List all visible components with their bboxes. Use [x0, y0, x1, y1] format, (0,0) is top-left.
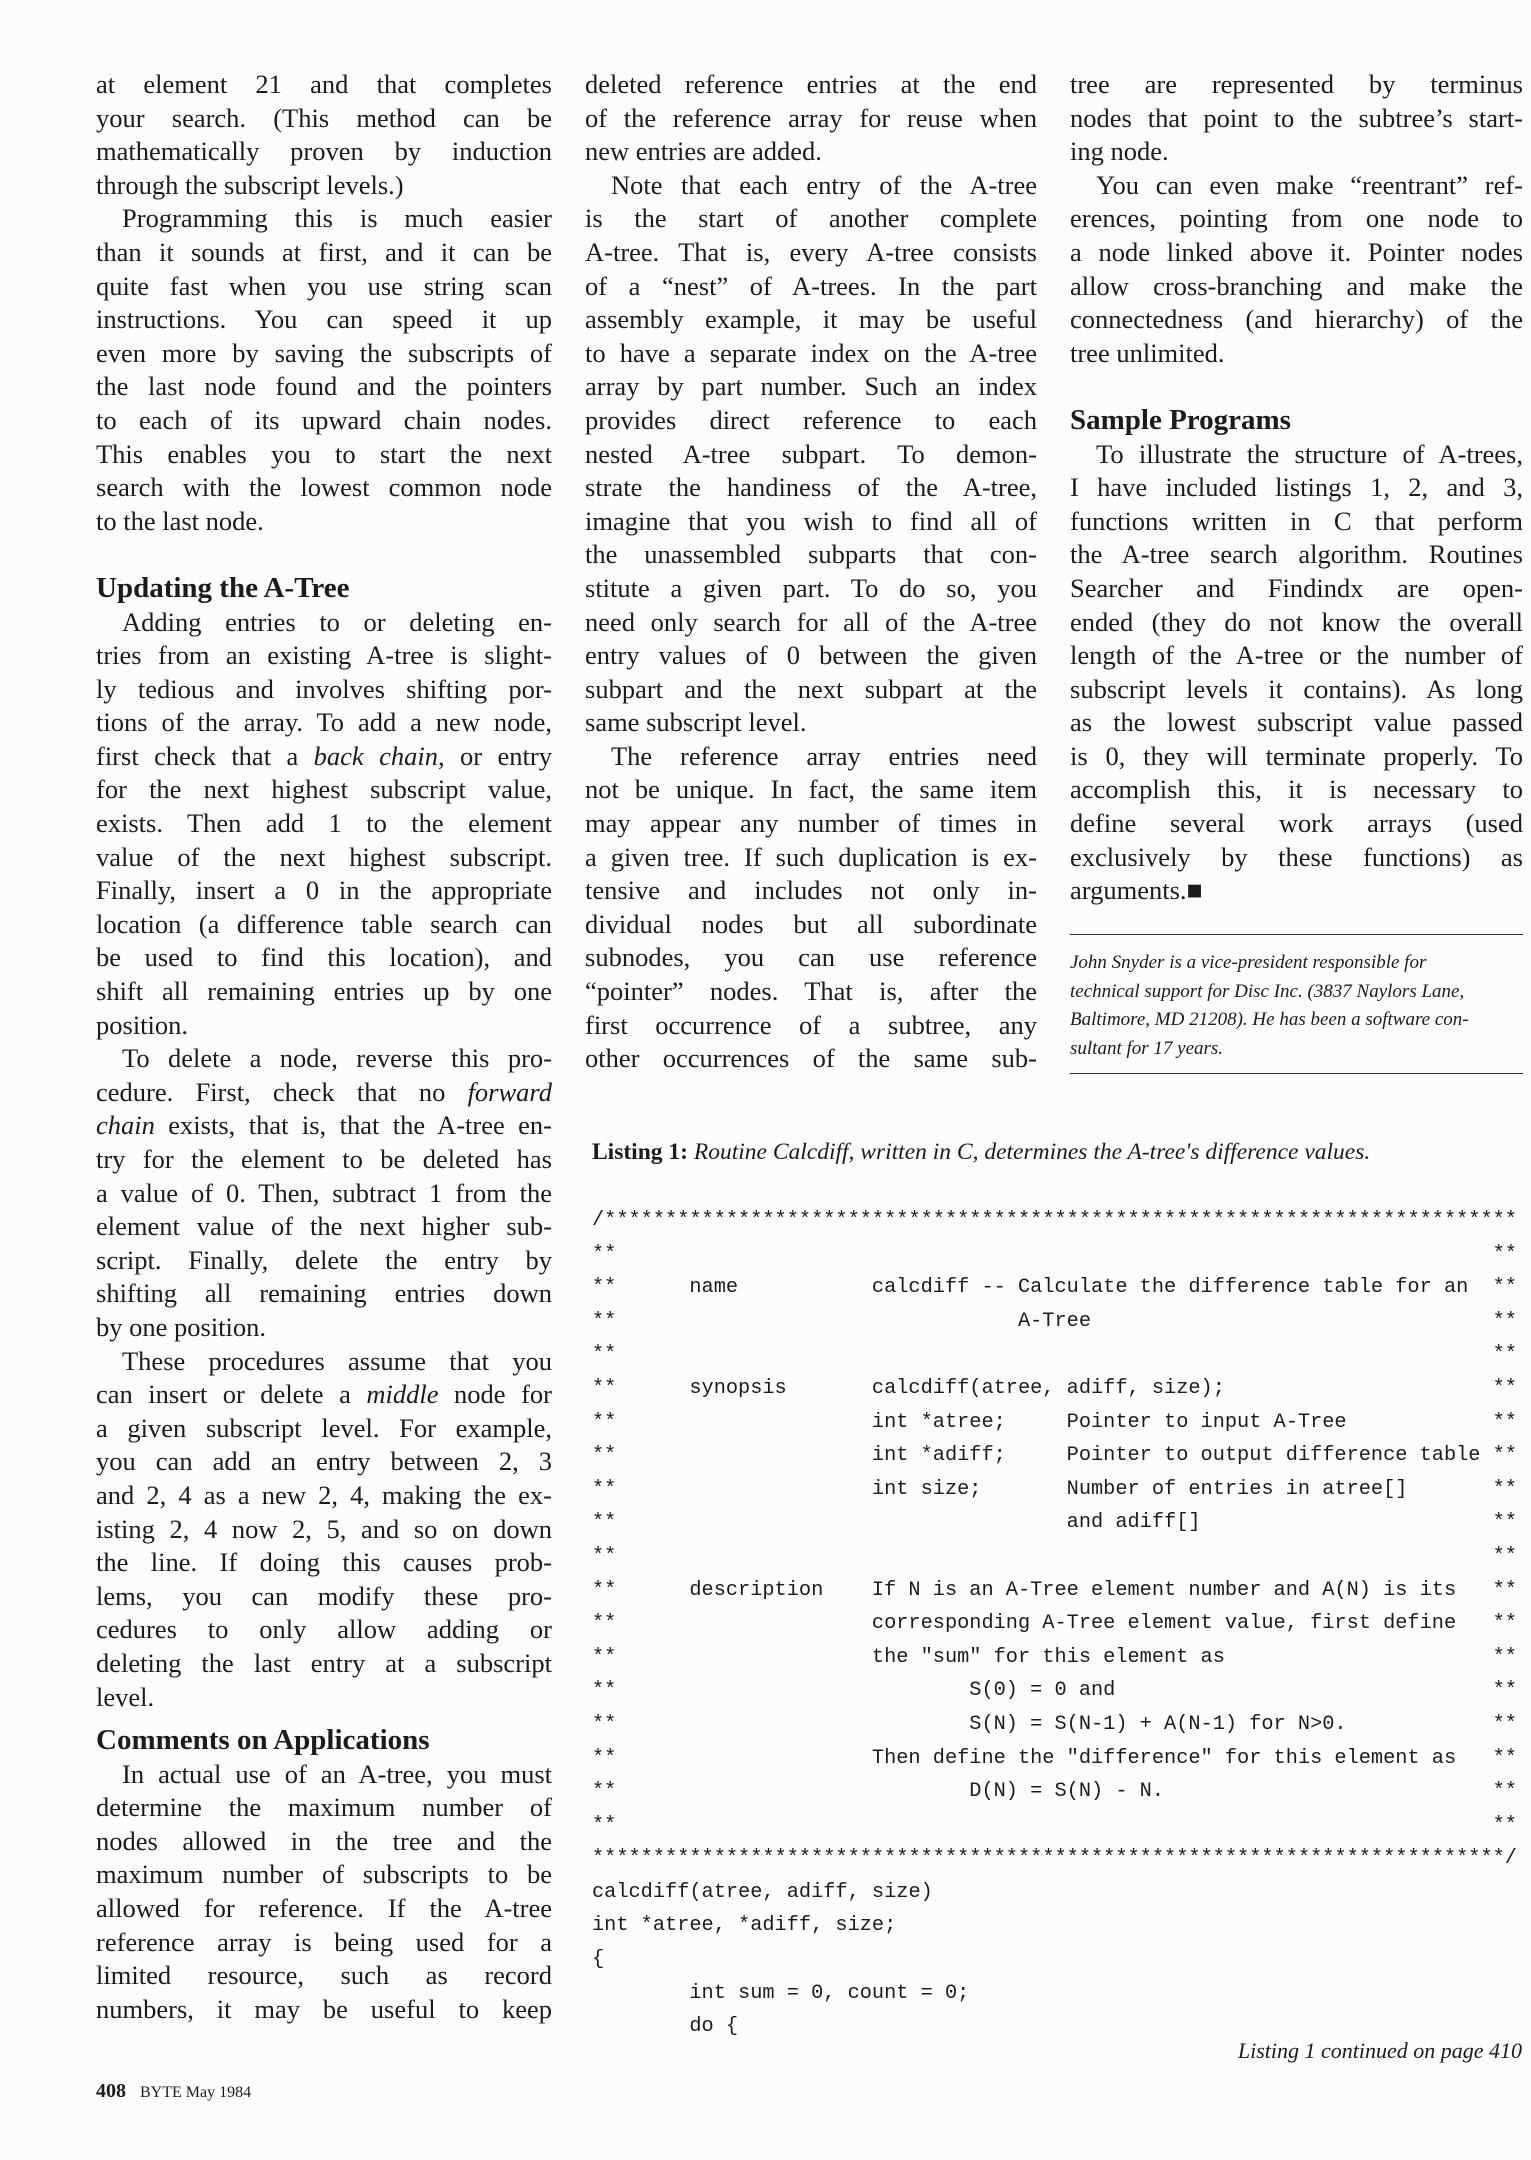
text-line: arguments.■ [1070, 875, 1203, 906]
text-line: same subscript level. [585, 707, 807, 738]
text-line: for the next highest subscript value, [96, 774, 552, 805]
emphasis: back chain, [313, 740, 445, 771]
text-line: by one position. [96, 1311, 267, 1342]
text-line: I have included listings 1, 2, and 3, [1070, 472, 1523, 503]
text-line: nodes allowed in the tree and the [96, 1825, 552, 1856]
text-line: to have a separate index on the A-tree [585, 337, 1037, 368]
text-line: the A-tree search algorithm. Routines [1070, 539, 1523, 570]
comment-text: int *atree; Pointer to input A-Tree [871, 1410, 1347, 1434]
text-line: of the reference array for reuse when [585, 102, 1037, 133]
comment-border: ** [1492, 1309, 1517, 1333]
text-run: can insert or delete a [96, 1379, 367, 1410]
text-line: The reference array entries need [611, 740, 1037, 771]
comment-text: If N is an A-Tree element number and A(N) is its [871, 1578, 1457, 1602]
text-line: allow cross-branching and make the [1070, 270, 1523, 301]
text-line: level. [96, 1681, 155, 1712]
text-column-2 [585, 68, 1037, 1076]
text-line: tensive and includes not only in- [585, 875, 1037, 906]
code-text: do { [592, 2015, 739, 2039]
text-line: To illustrate the structure of A-trees, [1096, 438, 1523, 469]
comment-border: ** [1492, 1376, 1517, 1400]
code-text: int sum = 0, count = 0; [592, 1981, 970, 2005]
text-line: Adding entries to or deleting en- [122, 606, 552, 637]
text-line: instructions. You can speed it up [96, 304, 552, 335]
comment-border: ** [592, 1444, 617, 1468]
text-line: determine the maximum number of [96, 1792, 552, 1823]
text-line: isting 2, 4 now 2, 5, and so on down [96, 1513, 552, 1544]
paragraph [585, 740, 1037, 1076]
text-line: ended (they do not know the overall [1070, 606, 1523, 637]
text-line: other occurrences of the same sub- [585, 1043, 1037, 1074]
comment-border: /*************************************************************************** [592, 1209, 1517, 1232]
comment-label: synopsis [689, 1376, 787, 1400]
text-line: entry values of 0 between the given [585, 640, 1037, 671]
section-heading: Comments on Applications [96, 1724, 430, 1757]
comment-border: ** [592, 1544, 617, 1568]
comment-border: ** [1492, 1679, 1517, 1703]
text-line: tions of the array. To add a new node, [96, 707, 552, 738]
code-text: { [592, 1948, 605, 1972]
page-number: 408 [96, 2080, 126, 2102]
comment-border: ** [1492, 1578, 1517, 1602]
text-line: imagine that you wish to find all of [585, 505, 1037, 536]
text-line: to each of its upward chain nodes. [96, 404, 552, 435]
section-heading: Updating the A-Tree [96, 571, 350, 604]
comment-text: the "sum" for this element as [871, 1645, 1225, 1669]
comment-border: ** [1492, 1645, 1517, 1669]
comment-border: ** [1492, 1410, 1517, 1434]
text-line: a given tree. If such duplication is ex- [585, 841, 1037, 872]
comment-border: ** [592, 1376, 617, 1400]
text-line [96, 740, 552, 774]
text-line: deleting the last entry at a subscript [96, 1647, 552, 1678]
text-line: be used to find this location), and [96, 942, 552, 973]
text-line: position. [96, 1009, 189, 1040]
text-line: A-tree. That is, every A-tree consists [585, 236, 1037, 267]
paragraph [96, 606, 552, 1043]
emphasis: chain [96, 1110, 155, 1141]
code-text: int *atree, *adiff, size; [592, 1914, 897, 1938]
comment-text: S(N) = S(N-1) + A(N-1) for N>0. [871, 1712, 1347, 1736]
text-line: exists. Then add 1 to the element [96, 808, 552, 839]
text-line: reference array is being used for a [96, 1926, 552, 1957]
text-line: search with the lowest common node [96, 472, 552, 503]
text-line: nodes that point to the subtree’s start- [1070, 102, 1523, 133]
text-line: stitute a given part. To do so, you [585, 572, 1037, 603]
text-line: allowed for reference. If the A-tree [96, 1893, 552, 1924]
text-line: a given subscript level. For example, [96, 1412, 552, 1443]
text-line: connectedness (and hierarchy) of the [1070, 304, 1523, 335]
text-line: and 2, 4 as a new 2, 4, making the ex- [96, 1479, 552, 1510]
comment-border: ** [592, 1276, 617, 1300]
spacer [96, 1714, 552, 1724]
comment-border: ** [592, 1679, 617, 1703]
text-line: Programming this is much easier [122, 203, 552, 234]
comment-text: Then define the "difference" for this element as [871, 1746, 1457, 1770]
text-run: cedure. First, check that no [96, 1076, 468, 1107]
text-line: accomplish this, it is necessary to [1070, 774, 1523, 805]
text-line: This enables you to start the next [96, 438, 552, 469]
text-line: lems, you can modify these pro- [96, 1580, 552, 1611]
text-line: deleted reference entries at the end [585, 69, 1037, 99]
text-line: your search. (This method can be [96, 102, 552, 133]
text-line: of a “nest” of A-trees. In the part [585, 270, 1037, 301]
listing-label: Listing 1: [592, 1139, 688, 1165]
paragraph [1070, 438, 1523, 908]
text-line: shifting all remaining entries down [96, 1278, 552, 1309]
text-line: tries from an existing A-tree is slight- [96, 640, 552, 671]
text-line: script. Finally, delete the entry by [96, 1244, 552, 1275]
text-line: subnodes, you can use reference [585, 942, 1037, 973]
spacer [96, 538, 552, 572]
text-line: the last node found and the pointers [96, 371, 552, 402]
text-line: limited resource, such as record [96, 1960, 552, 1991]
text-line: tree are represented by terminus [1070, 69, 1523, 99]
comment-border: ** [1492, 1511, 1517, 1535]
comment-text: corresponding A-Tree element value, first define [871, 1612, 1457, 1636]
text-line: functions written in C that perform [1070, 505, 1523, 536]
text-line: the line. If doing this causes prob- [96, 1547, 552, 1578]
text-line: mathematically proven by induction [96, 136, 552, 167]
text-line: strate the handiness of the A-tree, [585, 472, 1037, 503]
text-run: exists, that is, that the A-tree en- [154, 1110, 552, 1141]
text-line: cedures to only allow adding or [96, 1614, 552, 1645]
comment-border: ** [592, 1343, 617, 1367]
text-column-3 [1070, 68, 1523, 908]
text-line: provides direct reference to each [585, 404, 1037, 435]
comment-border: ***************************************************************************/ [592, 1847, 1517, 1871]
text-line: new entries are added. [585, 136, 822, 167]
paragraph [96, 202, 552, 538]
comment-text: D(N) = S(N) - N. [871, 1780, 1165, 1804]
comment-label: description [689, 1578, 824, 1602]
emphasis: middle [366, 1379, 439, 1410]
page-footer [96, 2080, 251, 2103]
comment-border: ** [592, 1813, 617, 1837]
text-line: ing node. [1070, 136, 1169, 167]
code-text: calcdiff(atree, adiff, size) [592, 1880, 933, 1904]
comment-border: ** [592, 1410, 617, 1434]
bio-line: sultant for 17 years. [1070, 1037, 1224, 1059]
listing-caption [592, 1139, 1370, 1166]
text-line: These procedures assume that you [122, 1345, 552, 1376]
spacer [1070, 370, 1523, 404]
section-heading: Sample Programs [1070, 403, 1291, 436]
emphasis: forward [467, 1076, 552, 1107]
text-line: length of the A-tree or the number of [1070, 640, 1523, 671]
text-line: subscript levels it contains). As long [1070, 673, 1523, 704]
text-line [96, 1109, 552, 1143]
text-line: “pointer” nodes. That is, after the [585, 976, 1037, 1007]
text-line: at element 21 and that completes [96, 69, 552, 99]
comment-text: A-Tree [871, 1309, 1091, 1333]
comment-border: ** [1492, 1746, 1517, 1770]
text-line: assembly example, it may be useful [585, 304, 1037, 335]
comment-border: ** [592, 1780, 617, 1804]
text-line: as the lowest subscript value passed [1070, 707, 1523, 738]
comment-border: ** [1492, 1242, 1517, 1266]
text-run: first check that a [96, 740, 314, 771]
text-line: is the start of another complete [585, 203, 1037, 234]
text-line: Note that each entry of the A-tree [611, 169, 1037, 200]
text-line: define several work arrays (used [1070, 808, 1523, 839]
text-line: numbers, it may be useful to keep [96, 1993, 552, 2024]
comment-border: ** [592, 1612, 617, 1636]
paragraph [585, 169, 1037, 740]
paragraph [96, 1042, 552, 1344]
text-line: To delete a node, reverse this pro- [122, 1043, 552, 1074]
text-line: shift all remaining entries up by one [96, 976, 552, 1007]
text-line: try for the element to be deleted has [96, 1144, 552, 1174]
paragraph [96, 1758, 552, 2027]
text-run: node for [438, 1379, 553, 1410]
paragraph [96, 68, 552, 202]
text-line: a node linked above it. Pointer nodes [1070, 236, 1523, 267]
paragraph [585, 68, 1037, 169]
comment-text: int size; Number of entries in atree[] [871, 1477, 1408, 1501]
text-line: to the last node. [96, 505, 264, 536]
text-run: or entry [444, 740, 552, 771]
text-line: array by part number. Such an index [585, 371, 1037, 402]
comment-text: S(0) = 0 and [871, 1679, 1116, 1703]
comment-border: ** [592, 1712, 617, 1736]
comment-border: ** [592, 1645, 617, 1669]
text-line: value of the next highest subscript. [96, 841, 552, 872]
text-line: Searcher and Findindx are open- [1070, 572, 1523, 603]
comment-border: ** [1492, 1276, 1517, 1300]
text-line: may appear any number of times in [585, 808, 1037, 839]
comment-border: ** [1492, 1712, 1517, 1736]
text-line: you can add an entry between 2, 3 [96, 1446, 552, 1477]
comment-label: name [689, 1276, 739, 1300]
comment-border: ** [1492, 1477, 1517, 1501]
text-column-1 [96, 68, 552, 2026]
text-line: In actual use of an A-tree, you must [122, 1758, 552, 1789]
text-line: subpart and the next subpart at the [585, 673, 1037, 704]
text-line: through the subscript levels.) [96, 169, 404, 200]
text-line: tree unlimited. [1070, 337, 1225, 368]
comment-border: ** [592, 1242, 617, 1266]
text-line: exclusively by these functions) as [1070, 841, 1523, 872]
comment-border: ** [592, 1746, 617, 1770]
text-line: than it sounds at first, and it can be [96, 236, 552, 267]
text-line: dividual nodes but all subordinate [585, 908, 1037, 939]
comment-text: int *adiff; Pointer to output difference table [871, 1444, 1481, 1468]
text-line: need only search for all of the A-tree [585, 606, 1037, 637]
text-line: erences, pointing from one node to [1070, 203, 1523, 234]
comment-border: ** [1492, 1813, 1517, 1837]
text-line: You can even make “reentrant” ref- [1096, 169, 1523, 200]
text-line [96, 1076, 552, 1110]
bio-line: technical support for Disc Inc. (3837 Naylors Lane, [1070, 980, 1465, 1002]
magazine-issue: BYTE May 1984 [140, 2084, 252, 2101]
text-line: a value of 0. Then, subtract 1 from the [96, 1177, 552, 1208]
comment-border: ** [592, 1578, 617, 1602]
paragraph [1070, 169, 1523, 371]
comment-border: ** [592, 1477, 617, 1501]
bio-line: John Snyder is a vice-president responsible for [1070, 952, 1427, 973]
comment-border: ** [592, 1309, 617, 1333]
text-line: nested A-tree subpart. To demon- [585, 438, 1037, 469]
listing-continued-note: Listing 1 continued on page 410 [1237, 2038, 1522, 2063]
comment-border: ** [1492, 1780, 1517, 1804]
text-line: the unassembled subparts that con- [585, 539, 1037, 570]
comment-border: ** [592, 1511, 617, 1535]
text-line [96, 1378, 552, 1412]
text-line: Finally, insert a 0 in the appropriate [96, 875, 552, 906]
comment-border: ** [1492, 1544, 1517, 1568]
paragraph [1070, 68, 1523, 169]
listing-description: Routine Calcdiff, written in C, determines the A-tree's difference values. [687, 1139, 1371, 1165]
comment-text: and adiff[] [871, 1511, 1201, 1535]
text-line: location (a difference table search can [96, 908, 552, 939]
comment-border: ** [1492, 1612, 1517, 1636]
text-line: maximum number of subscripts to be [96, 1859, 552, 1890]
text-line: is 0, they will terminate properly. To [1070, 740, 1523, 771]
author-bio [1070, 934, 1523, 1074]
paragraph [96, 1345, 552, 1715]
comment-text: calcdiff -- Calculate the difference table for an [871, 1276, 1469, 1300]
text-line: ly tedious and involves shifting por- [96, 673, 552, 704]
text-line: first occurrence of a subtree, any [585, 1009, 1037, 1040]
comment-border: ** [1492, 1444, 1517, 1468]
text-line: element value of the next higher sub- [96, 1211, 552, 1242]
comment-text: calcdiff(atree, adiff, size); [871, 1376, 1225, 1400]
text-line: quite fast when you use string scan [96, 270, 552, 301]
bio-line: Baltimore, MD 21208). He has been a software con- [1070, 1009, 1469, 1030]
text-line: even more by saving the subscripts of [96, 337, 552, 368]
comment-border: ** [1492, 1343, 1517, 1367]
text-line: not be unique. In fact, the same item [585, 774, 1037, 805]
